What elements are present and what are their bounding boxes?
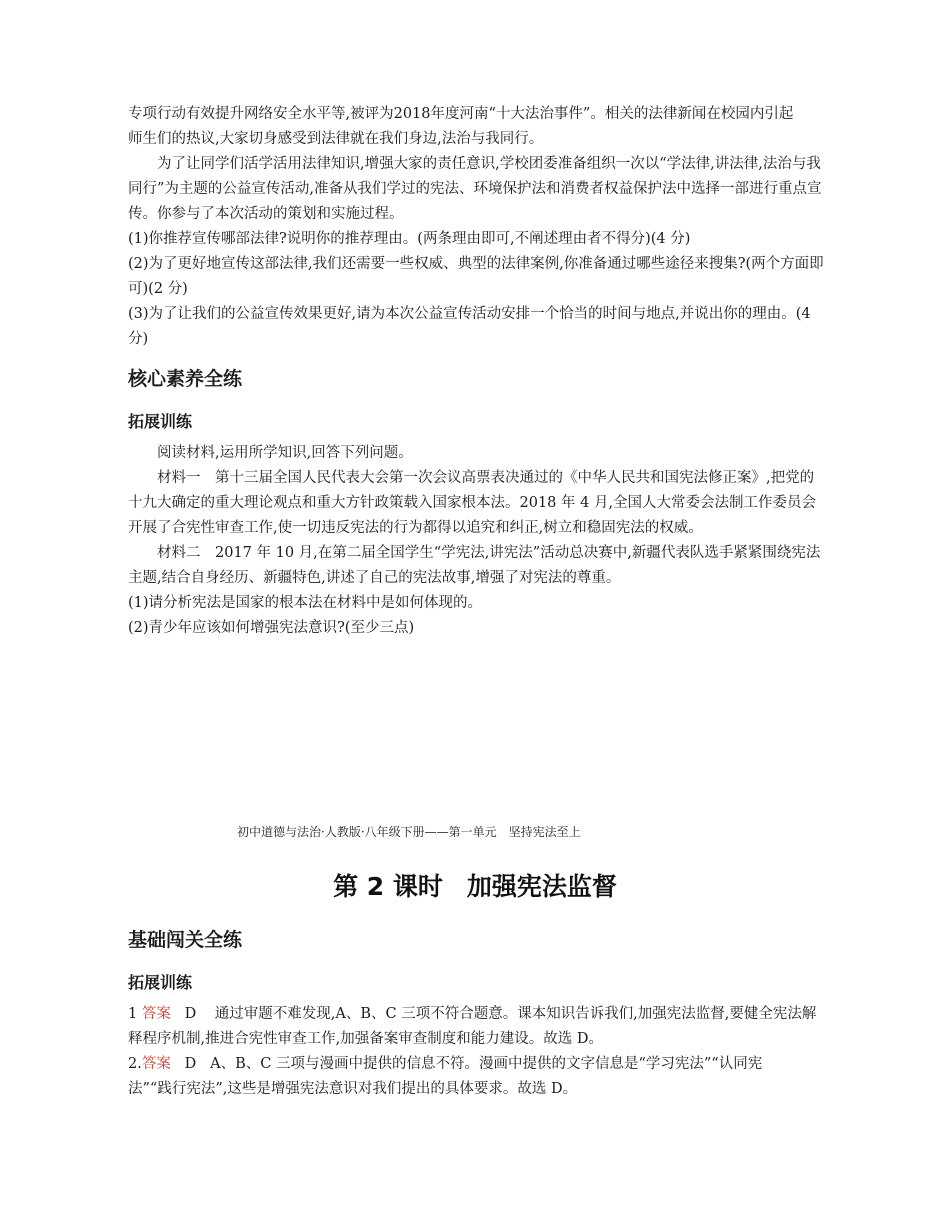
instruction-text: 阅读材料,运用所学知识,回答下列问题。 <box>157 445 413 461</box>
intro-line-2: 师生们的热议,大家切身感受到法律就在我们身边,法治与我同行。 <box>128 131 544 147</box>
lesson-name: 加强宪法监督 <box>466 871 617 901</box>
activity-paragraph: 为了让同学们活学活用法律知识,增强大家的责任意识,学校团委准备组织一次以“学法律,讲法律,法治与我同行”为主题的公益宣传活动,准备从我们学过的宪法、环境保护法和消费者权益保护法中选择一部进行重点宣传。你参与了本次活动的策划和实施过程。 <box>128 156 822 222</box>
question-2-2: (2)青少年应该如何增强宪法意识?(至少三点) <box>128 620 415 636</box>
answer-1-label: 答案 <box>141 1006 171 1022</box>
answer-2-text: A、B、C 三项与漫画中提供的信息不符。漫画中提供的文字信息是“学习宪法”“认同宪法”“践行宪法”,这些是增强宪法意识对我们提出的具体要求。故选 D。 <box>128 1056 763 1097</box>
answer-1-choice: D <box>184 1006 197 1022</box>
question-1-2: (2)为了更好地宣传这部法律,我们还需要一些权威、典型的法律案例,你准备通过哪些途径来搜集?(两个方面即可)(2 分) <box>128 256 824 297</box>
question-1-3: (3)为了让我们的公益宣传效果更好,请为本次公益宣传活动安排一个恰当的时间与地点,并说出你的理由。(4 分) <box>128 306 811 347</box>
question-2-1: (1)请分析宪法是国家的根本法在材料中是如何体现的。 <box>128 595 483 611</box>
lesson-number: 第 2 课时 <box>333 871 443 901</box>
subheading-extend-2: 拓展训练 <box>128 973 193 992</box>
answer-2-number: 2. <box>128 1056 142 1072</box>
answer-2-label: 答案 <box>141 1056 171 1072</box>
running-header: 初中道德与法治·人教版·八年级下册——第一单元 坚持宪法至上 <box>237 825 581 839</box>
answer-1-number: 1 <box>128 1006 138 1022</box>
intro-line-1: 专项行动有效提升网络安全水平等,被评为2018年度河南“十大法治事件”。相关的法律新闻在校园内引起 <box>128 106 794 122</box>
answer-2 <box>128 1052 788 1102</box>
answer-1-text: 通过审题不难发现,A、B、C 三项不符合题意。课本知识告诉我们,加强宪法监督,要健全宪法解释程序机制,推进合宪性审查工作,加强备案审查制度和能力建设。故选 D。 <box>128 1006 817 1047</box>
intro-paragraph <box>128 102 824 152</box>
lesson-title <box>0 867 950 903</box>
answer-1 <box>128 1002 824 1052</box>
answer-2-choice: D <box>184 1056 197 1072</box>
section-heading-basic: 基础闯关全练 <box>128 929 243 951</box>
material-1: 材料一 第十三届全国人民代表大会第一次会议高票表决通过的《中华人民共和国宪法修正案》,把党的十九大确定的重大理论观点和重大方针政策载入国家根本法。2018 年 4 月,全国人大常委会法制工作委员会开展了合宪性审查工作,使一切违反宪法的行为都得以追究和纠正,树立和稳固宪法的权威。 <box>128 470 817 536</box>
section-heading-core: 核心素养全练 <box>128 368 243 390</box>
question-1-1: (1)你推荐宣传哪部法律?说明你的推荐理由。(两条理由即可,不阐述理由者不得分)(4 分) <box>128 231 691 247</box>
subheading-extend-1: 拓展训练 <box>128 412 193 431</box>
material-2: 材料二 2017 年 10 月,在第二届全国学生“学宪法,讲宪法”活动总决赛中,新疆代表队选手紧紧围绕宪法主题,结合自身经历、新疆特色,讲述了自己的宪法故事,增强了对宪法的尊重。 <box>128 545 821 586</box>
